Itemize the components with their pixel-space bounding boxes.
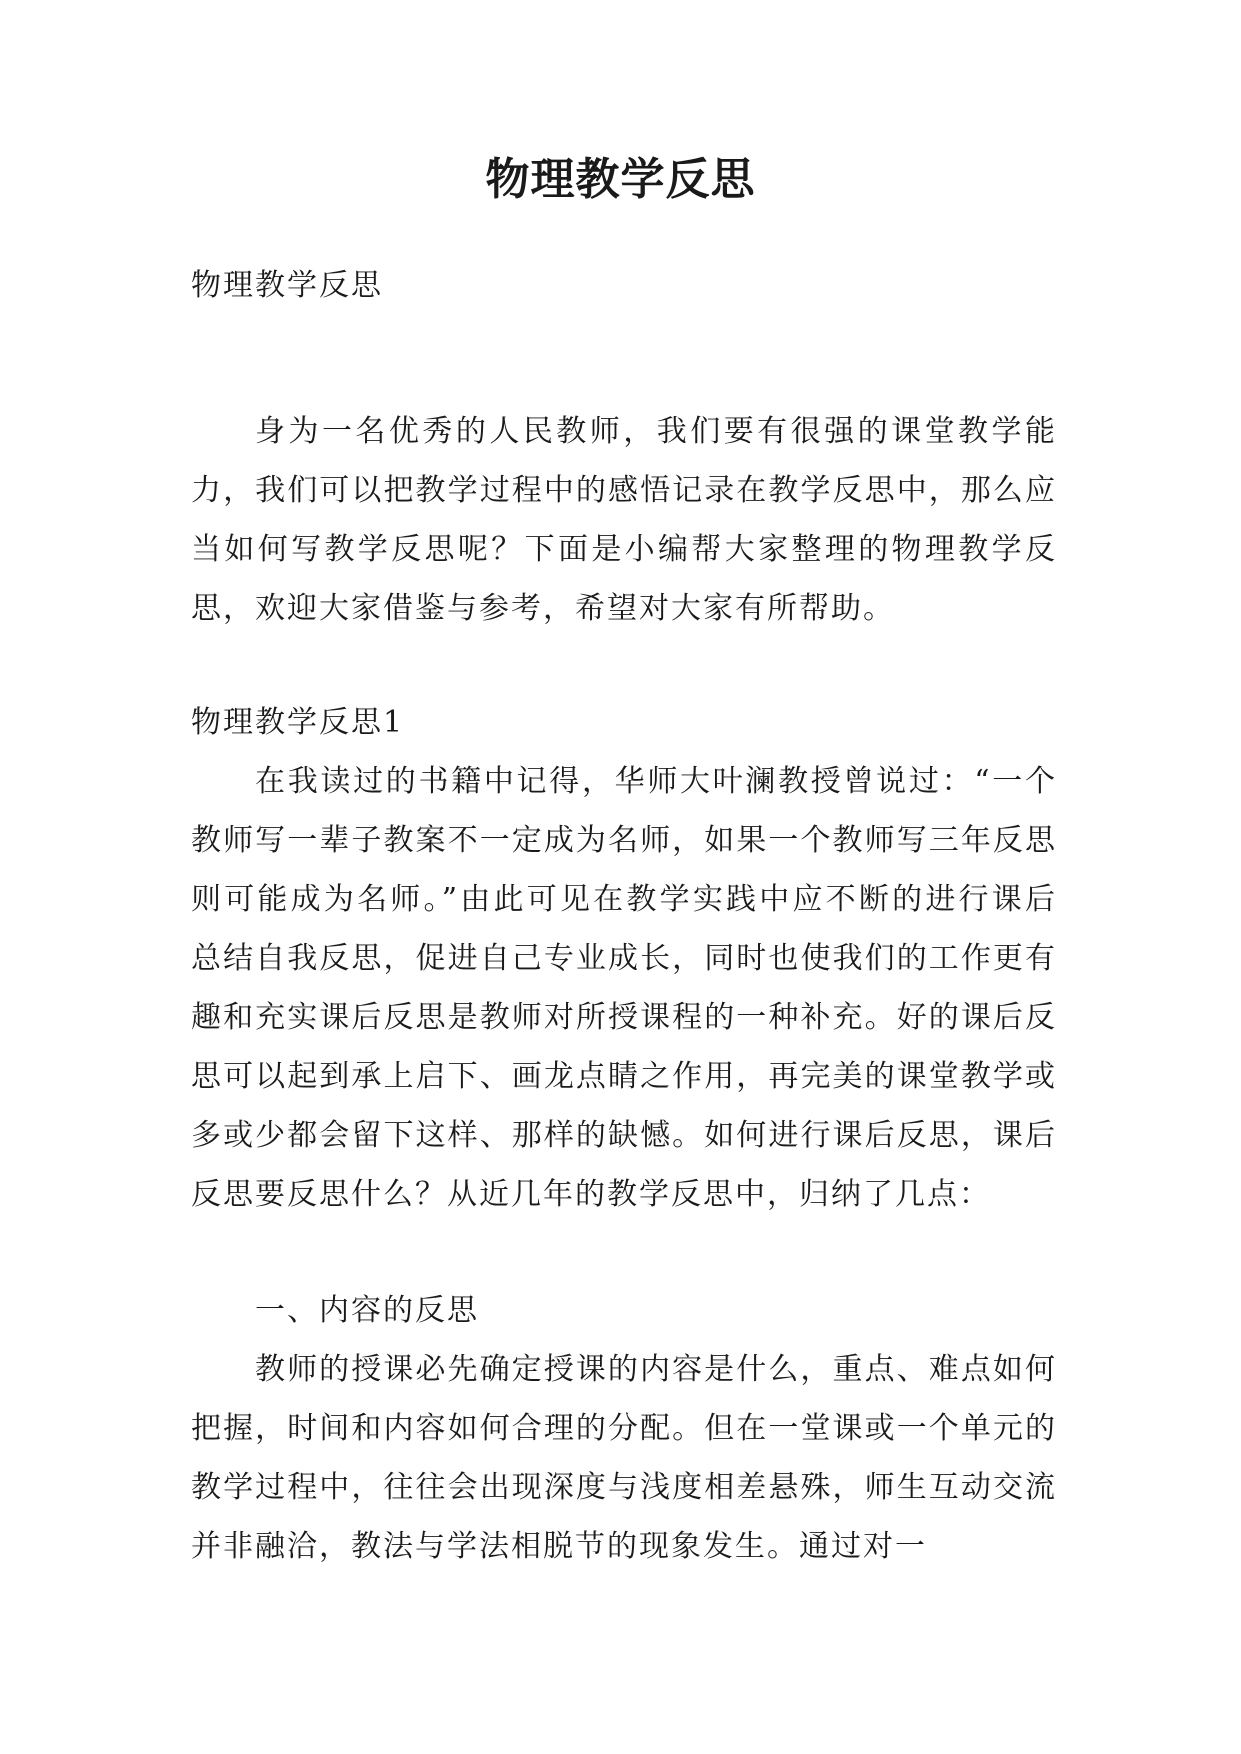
intro-paragraph: 身为一名优秀的人民教师，我们要有很强的课堂教学能力，我们可以把教学过程中的感悟记录在教学反思中，那么应当如何写教学反思呢？下面是小编帮大家整理的物理教学反思，欢迎大家借鉴与参考，希望对大家有所帮助。 [191, 414, 1057, 626]
document-subtitle: 物理教学反思 [191, 268, 383, 303]
body-paragraph: 教师的授课必先确定授课的内容是什么，重点、难点如何把握，时间和内容如何合理的分配。但在一堂课或一个单元的教学过程中，往往会出现深度与浅度相差悬殊，师生互动交流并非融洽，教法与学法相脱节的现象发生。通过对一 [191, 1352, 1057, 1564]
section-title: 物理教学反思1 [191, 705, 405, 740]
section-heading: 一、内容的反思 [255, 1293, 479, 1328]
document-title: 物理教学反思 [485, 154, 756, 205]
body-paragraph: 在我读过的书籍中记得，华师大叶澜教授曾说过：“一个教师写一辈子教案不一定成为名师，如果一个教师写三年反思则可能成为名师。”由此可见在教学实践中应不断的进行课后总结自我反思，促进自己专业成长，同时也使我们的工作更有趣和充实课后反思是教师对所授课程的一种补充。好的课后反思可以起到承上启下、画龙点睛之作用，再完美的课堂教学或多或少都会留下这样、那样的缺憾。如何进行课后反思，课后反思要反思什么？从近几年的教学反思中，归纳了几点： [191, 764, 1057, 1212]
